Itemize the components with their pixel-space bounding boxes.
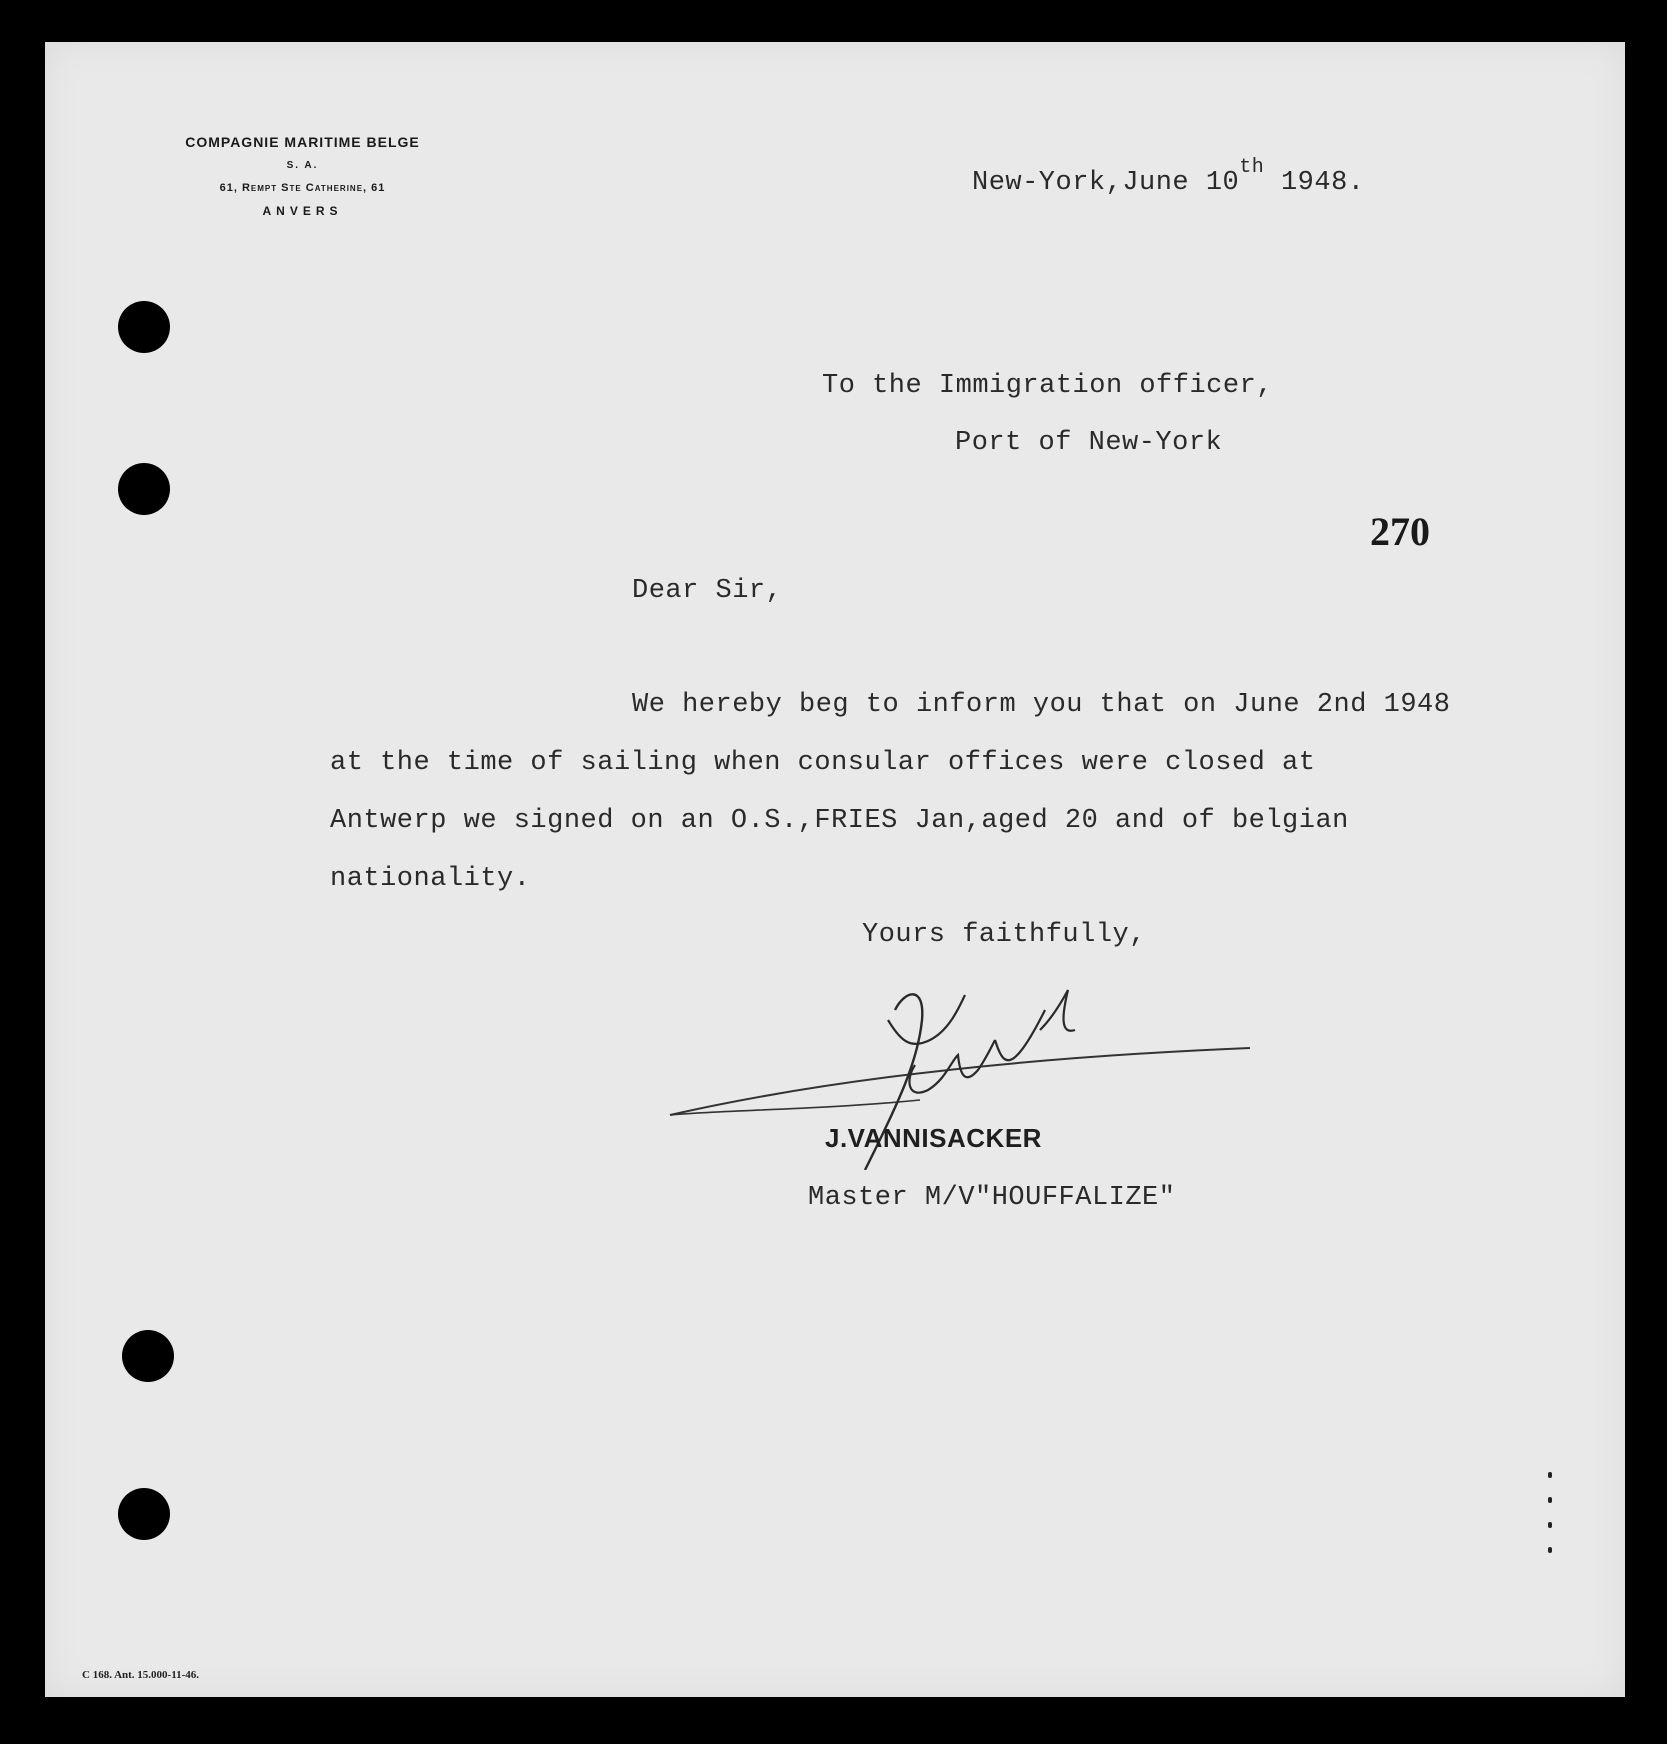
body-line-4: nationality.	[330, 864, 531, 894]
recipient-line-2: Port of New-York	[955, 428, 1223, 458]
signatory-title: Master M/V"HOUFFALIZE"	[808, 1183, 1176, 1213]
body-line-2: at the time of sailing when consular offices were closed at	[330, 748, 1316, 778]
letter-date	[972, 156, 1365, 198]
punch-hole-1	[118, 301, 170, 353]
signatory-name: J.VANNISACKER	[825, 1123, 1042, 1153]
letterhead-city: ANVERS	[262, 204, 343, 218]
punch-hole-3	[122, 1330, 174, 1382]
letterhead-legal-form: S. A.	[286, 160, 319, 171]
body-line-1: We hereby beg to inform you that on June 2nd 1948	[632, 690, 1451, 720]
body-line-3: Antwerp we signed on an O.S.,FRIES Jan,aged 20 and of belgian	[330, 806, 1349, 836]
salutation: Dear Sir,	[632, 576, 783, 606]
closing: Yours faithfully,	[862, 920, 1146, 950]
reference-number: 270	[1370, 509, 1430, 554]
punch-hole-2	[118, 463, 170, 515]
date-year: 1948.	[1280, 168, 1365, 198]
letter-page	[45, 42, 1625, 1697]
letterhead-company: COMPAGNIE MARITIME BELGE	[185, 134, 420, 150]
form-footer-code: C 168. Ant. 15.000-11-46.	[82, 1669, 200, 1681]
date-suffix: th	[1239, 156, 1265, 179]
recipient-line-1: To the Immigration officer,	[822, 371, 1273, 401]
letterhead-address: 61, Rempt Ste Catherine, 61	[219, 182, 386, 194]
edge-marks	[1548, 1472, 1552, 1572]
date-place-day: New-York,June 10	[972, 168, 1240, 198]
punch-hole-4	[118, 1488, 170, 1540]
